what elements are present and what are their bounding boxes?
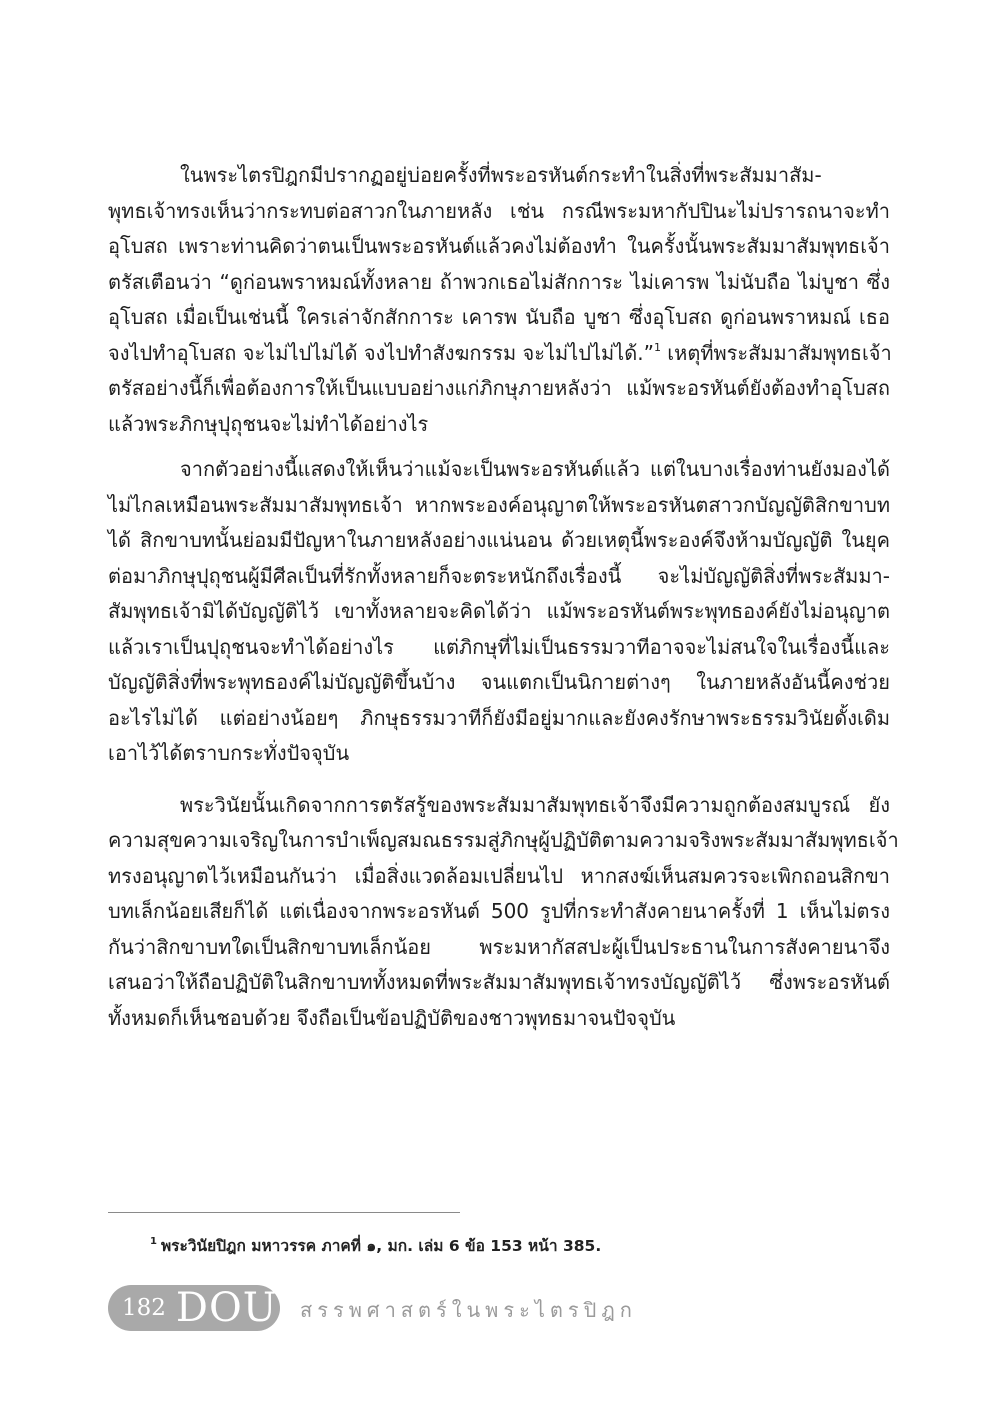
brand-logo: DOU xyxy=(175,1285,278,1331)
text-line: อะไรไม่ได้ แต่อย่างน้อยๆ ภิกษุธรรมวาทีก็ยังมีอยู่มากและยังคงรักษาพระธรรมวินัยดั้งเดิม xyxy=(108,705,890,730)
text-line: กันว่าสิกขาบทใดเป็นสิกขาบทเล็กน้อย พระมหากัสสปะผู้เป็นประธานในการสังคายนาจึง xyxy=(108,934,890,959)
text-line: จากตัวอย่างนี้แสดงให้เห็นว่าแม้จะเป็นพระอรหันต์แล้ว แต่ในบางเรื่องท่านยังมองได้ xyxy=(180,457,890,481)
footnote-mark: 1 xyxy=(150,1236,157,1247)
text-line: ความสุขความเจริญในการบำเพ็ญสมณธรรมสู่ภิกษุผู้ปฏิบัติตามความจริงพระสัมมาสัมพุทธเจ้า xyxy=(108,828,899,852)
running-title: สรรพศาสตร์ในพระไตรปิฎก xyxy=(300,1298,637,1322)
paragraph-2 xyxy=(108,452,890,772)
text-line: สัมพุทธเจ้ามิได้บัญญัติไว้ เขาทั้งหลายจะคิดได้ว่า แม้พระอรหันต์พระพุทธองค์ยังไม่อนุญาต xyxy=(108,599,890,623)
text-line: บทเล็กน้อยเสียก็ได้ แต่เนื่องจากพระอรหันต์ 500 รูปที่กระทำสังคายนาครั้งที่ 1 เห็นไม่ตรง xyxy=(108,899,890,923)
text-line: ในพระไตรปิฎกมีปรากฏอยู่บ่อยครั้งที่พระอรหันต์กระทำในสิ่งที่พระสัมมาสัม- xyxy=(180,163,822,187)
footnote-text: พระวินัยปิฎก มหาวรรค ภาคที่ ๑, มก. เล่ม 6 ข้อ 153 หน้า 385. xyxy=(160,1237,602,1255)
text-line: เสนอว่าให้ถือปฏิบัติในสิกขาบททั้งหมดที่พระสัมมาสัมพุทธเจ้าทรงบัญญัติไว้ ซึ่งพระอรหันต์ xyxy=(108,970,890,994)
text-line: ไม่ไกลเหมือนพระสัมมาสัมพุทธเจ้า หากพระองค์อนุญาตให้พระอรหันตสาวกบัญญัติสิกขาบท xyxy=(108,492,890,517)
text-line: ทรงอนุญาตไว้เหมือนกันว่า เมื่อสิ่งแวดล้อมเปลี่ยนไป หากสงฆ์เห็นสมควรจะเพิกถอนสิกขา xyxy=(108,863,890,888)
text-line: แล้วเราเป็นปุถุชนจะทำได้อย่างไร แต่ภิกษุที่ไม่เป็นธรรมวาทีอาจจะไม่สนใจในเรื่องนี้และ xyxy=(108,634,890,659)
footer-badge xyxy=(108,1285,280,1331)
text-line: พุทธเจ้าทรงเห็นว่ากระทบต่อสาวกในภายหลัง เช่น กรณีพระมหากัปปินะไม่ปรารถนาจะทำ xyxy=(108,198,890,223)
text-line-part: จงไปทำอุโบสถ จะไม่ไปไม่ได้ จงไปทำสังฆกรรม จะไม่ไปไม่ได้.” xyxy=(108,340,654,365)
paragraph-1 xyxy=(108,158,890,442)
text-line: ทั้งหมดก็เห็นชอบด้วย จึงถือเป็นข้อปฏิบัติของชาวพุทธมาจนปัจจุบัน xyxy=(108,1005,676,1030)
body-text xyxy=(108,158,899,1036)
text-line: ได้ สิกขาบทนั้นย่อมมีปัญหาในภายหลังอย่างแน่นอน ด้วยเหตุนี้พระองค์จึงห้ามบัญญัติ ในยุค xyxy=(108,528,890,552)
text-line: อุโบสถ เพราะท่านคิดว่าตนเป็นพระอรหันต์แล้วคงไม่ต้องทำ ในครั้งนั้นพระสัมมาสัมพุทธเจ้า xyxy=(108,234,890,258)
text-line-with-footnote xyxy=(108,336,890,372)
footnote-reference[interactable]: 1 xyxy=(653,340,661,354)
text-line: ตรัสอย่างนี้ก็เพื่อต้องการให้เป็นแบบอย่างแก่ภิกษุภายหลังว่า แม้พระอรหันต์ยังต้องทำอุโบสถ xyxy=(108,376,890,400)
footnote xyxy=(150,1233,601,1258)
text-line-part: เหตุที่พระสัมมาสัมพุทธเจ้า xyxy=(660,340,892,365)
text-line: พระวินัยนั้นเกิดจากการตรัสรู้ของพระสัมมาสัมพุทธเจ้าจึงมีความถูกต้องสมบูรณ์ ยัง xyxy=(180,792,890,817)
page-number: 182 xyxy=(122,1295,166,1321)
paragraph-3 xyxy=(108,788,899,1037)
footnote-divider xyxy=(108,1212,460,1213)
text-line: ต่อมาภิกษุปุถุชนผู้มีศีลเป็นที่รักทั้งหลายก็จะตระหนักถึงเรื่องนี้ จะไม่บัญญัติสิ่งที่พระสัมมา- xyxy=(108,563,890,588)
text-line: บัญญัติสิ่งที่พระพุทธองค์ไม่บัญญัติขึ้นบ้าง จนแตกเป็นนิกายต่างๆ ในภายหลังอันนี้คงช่วย xyxy=(108,670,890,694)
text-line: แล้วพระภิกษุปุถุชนจะไม่ทำได้อย่างไร xyxy=(108,411,429,436)
text-line: อุโบสถ เมื่อเป็นเช่นนี้ ใครเล่าจักสักการะ เคารพ นับถือ บูชา ซึ่งอุโบสถ ดูก่อนพราหมณ์ เธอ xyxy=(108,305,890,329)
text-line: เอาไว้ได้ตราบกระทั่งปัจจุบัน xyxy=(108,741,350,765)
text-line: ตรัสเตือนว่า “ดูก่อนพราหมณ์ทั้งหลาย ถ้าพวกเธอไม่สักการะ ไม่เคารพ ไม่นับถือ ไม่บูชา ซึ่ง xyxy=(108,269,890,294)
